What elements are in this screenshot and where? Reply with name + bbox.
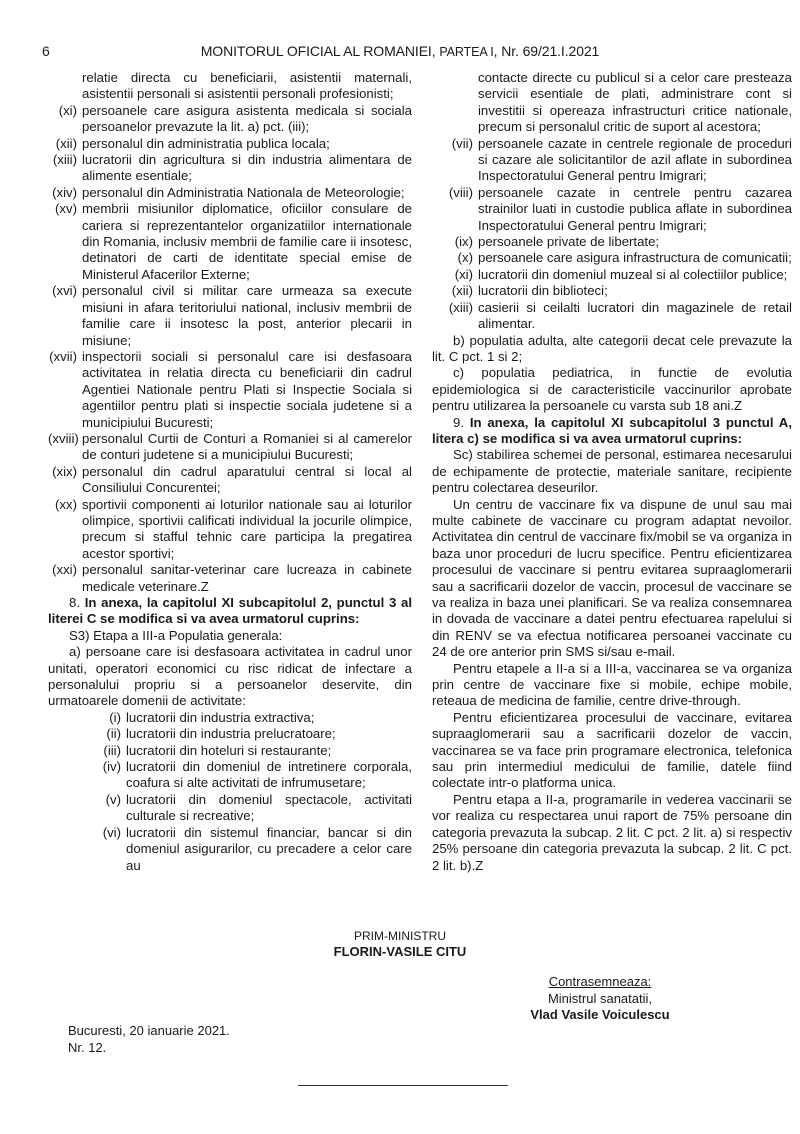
item-text: persoanele care asigura asistenta medicala si sociala persoanelor prevazute la lit. a) pct. (iii); [82, 102, 412, 135]
item-text: personalul din cadrul aparatului central si local al Consiliului Concurentei; [82, 463, 412, 496]
list-item [432, 283, 792, 299]
list-item [432, 234, 792, 250]
list-item [48, 562, 412, 595]
amendment-text: In anexa, la capitolul XI subcapitolul 2, punctul 3 al literei C se modifica si va avea urmatorul cuprins: [48, 595, 412, 627]
paragraph-c: c) populatia pediatrica, in functie de evolutia epidemiologica si de caracteristicile vaccinurilor aprobate pentru utilizarea la persoanele cu varsta sub 18 ani.Z [432, 365, 792, 414]
item-text: lucratorii din hoteluri si restaurante; [126, 742, 332, 758]
place-date: Bucuresti, 20 ianuarie 2021. [68, 1023, 230, 1038]
list-item [48, 103, 412, 136]
item-text: lucratorii din sistemul financiar, bancar si din domeniul asigurarilor, cu precadere a celor care au [126, 824, 412, 873]
item-number: (x) [457, 250, 473, 266]
item-text: personalul din administratia publica locala; [82, 135, 330, 151]
list-items-b [48, 710, 412, 874]
item-number: (v) [105, 791, 121, 807]
list-items [432, 136, 792, 333]
left-column [48, 70, 412, 874]
item-text: lucratorii din industria prelucratoare; [126, 726, 336, 742]
item-number: (iii) [103, 742, 121, 758]
item-text: persoanele private de libertate; [478, 234, 660, 250]
publication-issue: , Nr. 69/21.I.2021 [493, 43, 600, 59]
page-number: 6 [42, 43, 50, 59]
publication-part: PARTEA I [439, 45, 494, 59]
list-item [48, 743, 412, 759]
list-item [48, 464, 412, 497]
item-text: personalul sanitar-veterinar care lucreaza in cabinete medicale veterinare.Z [82, 562, 412, 594]
item-text: lucratorii din agricultura si din industria alimentara de alimente esentiale; [82, 152, 412, 184]
amendment-text: In anexa, la capitolul XI subcapitolul 3 punctul A, litera c) se modifica si va avea urmatorul cuprins: [432, 414, 792, 446]
item-number: (xxi) [52, 562, 77, 578]
item-number: (iv) [102, 759, 121, 775]
right-column [432, 70, 792, 874]
item-number: (xiii) [52, 152, 77, 168]
item-number: (i) [109, 709, 121, 725]
paragraph-b: b) populatia adulta, alte categorii decat cele prevazute la lit. C pct. 1 si 2; [432, 332, 792, 364]
item-number: (xi) [454, 266, 473, 282]
item-number: (xvii) [49, 348, 77, 364]
s3-heading: S3) Etapa a III-a Populatia generala: [69, 627, 283, 643]
item-number: (ii) [106, 726, 121, 742]
paragraph-centru: Un centru de vaccinare fix va dispune de unul sau mai multe cabinete de vaccinare cu program adaptat nevoilor. Activitatea din centrul de vaccinare fix/mobil se va organiza in baza unor proceduri de lucru specifice. Pentru eficientizarea procesului de vaccinare si pentru evitarea supraaglomerarii sau a sacrificarii dozelor de vaccin, procesul de vaccinare se va realiza in baza unei planificari. Se va realiza consemnarea in dovada de vaccinare a datei pentru efectuarea rapelului si din RENV se va efectua notificarea persoanei vaccinate cu 24 de ore anterior prin SMS si/sau e-mail. [432, 496, 792, 660]
amendment-8 [48, 595, 412, 628]
paragraph-a: a) persoane care isi desfasoara activitatea in cadrul unor unitati, operatori economici cu risc ridicat de infectare a personalului propriu si a persoanelor deservite, din urmatoarele domenii de activitate: [48, 644, 412, 709]
item-text: lucratorii din industria extractiva; [126, 709, 315, 725]
item-number: (ix) [454, 234, 473, 250]
list-item [48, 710, 412, 726]
list-item [432, 185, 792, 234]
item-text: personalul din Administratia Nationala de Meteorologie; [82, 184, 405, 200]
item-number: (vii) [451, 135, 473, 151]
continuation-text: contacte directe cu publicul si a celor care presteaza servicii esentiale de plati, administrare cont si investitii si opereaza infrastructuri critice nationale, precum si personalul critic de suport al acestora; [478, 70, 792, 135]
item-number: (vi) [102, 824, 121, 840]
list-item [432, 250, 792, 266]
item-number: (xii) [451, 283, 473, 299]
amendment-number: 8. [69, 595, 85, 610]
minister-title: Ministrul sanatatii, [547, 990, 653, 1006]
issuance-block [68, 1023, 230, 1056]
item-number: (xi) [58, 102, 77, 118]
paragraph-eficientizarea: Pentru eficientizarea procesului de vaccinare, evitarea supraaglomerarii sau a sacrificarii dozelor de vaccin, vaccinarea se va face prin programare electronica, telefonica sau prin intermediul medicului de familie, datele fiind colectate intr-o platforma unica. [432, 709, 792, 791]
item-text: sportivii componenti ai loturilor nationale sau ai loturilor olimpice, sportivii calificati individual la jocurile olimpice, precum si stafful tehnic care participa la pregatirea acestor sportivi; [82, 496, 412, 561]
item-text: persoanele cazate in centrele pentru cazarea strainilor luati in custodie publica aflate in subordinea Inspectoratului General pentru Imigrari; [478, 184, 792, 233]
list-item [48, 283, 412, 349]
item-text: inspectorii sociali si personalul care isi desfasoara activitatea in relatia directa cu beneficiarii din cadrul Agentiei Nationale pentru Plati si Inspectie Sociala si agentiilor pentru plati si inspectie sociala judetene si a municipiului Bucuresti; [82, 348, 412, 430]
paragraph-sc: Sc) stabilirea schemei de personal, estimarea necesarului de echipamente de protectie, materiale sanitare, recipiente pentru colectarea deseurilor. [432, 447, 792, 496]
continuation-text: relatie directa cu beneficiarii, asistentii maternali, asistentii personali si asistentii personali profesionisti; [82, 70, 412, 102]
item-text: personalul civil si militar care urmeaza sa execute misiuni in afara teritoriului national, inclusiv membrii de familie care ii insotesc la post, anterior plecarii in misiune; [82, 283, 412, 348]
minister-name: Vlad Vasile Voiculescu [530, 1007, 670, 1022]
list-items-a [48, 103, 412, 595]
item-number: (xix) [52, 463, 77, 479]
item-number: (xviii) [48, 430, 79, 446]
item-text: persoanele care asigura infrastructura de comunicatii; [478, 250, 792, 266]
paragraph-etapele: Pentru etapele a II-a si a III-a, vaccinarea se va organiza prin centre de vaccinare fixe si mobile, echipe mobile, reteaua de medicina de familie, centre drive-through. [432, 660, 792, 709]
item-text: lucratorii din domeniul de intretinere corporala, coafura si alte activitati de infrumusetare; [126, 759, 412, 791]
list-item [432, 136, 792, 185]
list-item [432, 300, 792, 333]
list-item [48, 185, 412, 201]
amendment-number: 9. [453, 414, 470, 430]
countersignature [500, 974, 700, 1024]
list-item [48, 152, 412, 185]
running-header [0, 43, 800, 59]
item-number: (xv) [55, 201, 77, 217]
issuance-number: Nr. 12. [68, 1039, 107, 1055]
item-number: (xvi) [52, 283, 77, 299]
list-item [48, 201, 412, 283]
item-text: lucratorii din biblioteci; [478, 283, 608, 299]
item-number: (xx) [55, 496, 77, 512]
list-item [48, 759, 412, 792]
list-item [48, 497, 412, 563]
item-text: persoanele cazate in centrele regionale de proceduri si cazare ale solicitantilor de azil aflate in subordinea Inspectoratului General pentru Imigrari; [478, 135, 792, 184]
list-item [48, 349, 412, 431]
item-number: (xiv) [52, 184, 77, 200]
list-item [48, 726, 412, 742]
countersign-label: Contrasemneaza: [548, 974, 652, 989]
pm-name: FLORIN-VASILE CITU [333, 944, 467, 959]
item-text: lucratorii din domeniul spectacole, activitati culturale si recreative; [126, 791, 412, 824]
item-number: (xii) [55, 135, 77, 151]
item-text: lucratorii din domeniul muzeal si al colectiilor publice; [478, 266, 788, 282]
pm-title: PRIM-MINISTRU [354, 929, 446, 943]
item-number: (xiii) [448, 299, 473, 315]
publication-title: MONITORUL OFICIAL AL ROMANIEI, [200, 43, 440, 59]
item-text: casierii si ceilalti lucratori din magazinele de retail alimentar. [478, 299, 792, 332]
list-item [48, 825, 412, 874]
item-text: membrii misiunilor diplomatice, oficiilor consulare de cariera si reprezentantelor organizatiilor internationale din Romania, inclusiv membrii de familie care ii insotesc, detinatori de carti de identitate special emise de Ministerul Afacerilor Externe; [82, 201, 412, 282]
amendment-9 [432, 415, 792, 448]
list-item [48, 792, 412, 825]
list-item [48, 136, 412, 152]
list-item [432, 267, 792, 283]
paragraph-etapa-2: Pentru etapa a II-a, programarile in vederea vaccinarii se vor realiza cu respectarea unui raport de 75% persoane din categoria prevazuta la subcap. 2 lit. C pct. 2 lit. a) si respectiv 25% persoane din categoria prevazuta la subcap. 2 lit. C pct. 2 lit. b).Z [432, 791, 792, 873]
item-number: (viii) [448, 184, 473, 200]
footer-divider [298, 1085, 508, 1086]
list-item [48, 431, 412, 464]
item-text: personalul Curtii de Conturi a Romaniei si al camerelor de conturi judetene si a municipiului Bucuresti; [82, 430, 412, 463]
